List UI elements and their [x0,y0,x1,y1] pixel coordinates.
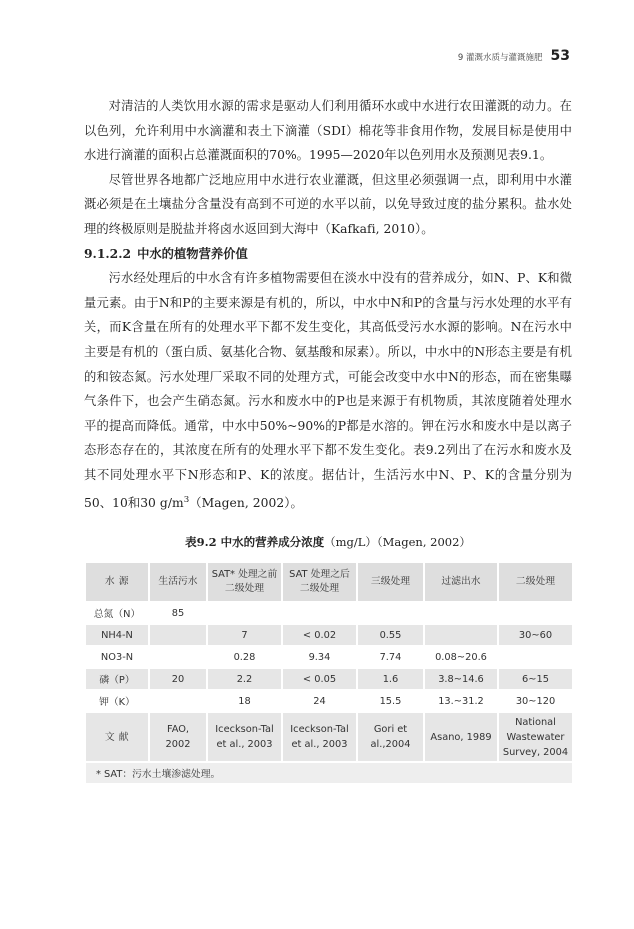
table-cell [149,624,207,646]
table-cell: Asano, 1989 [424,712,498,762]
column-header: SAT* 处理之前二级处理 [207,562,282,602]
paragraph: 对清洁的人类饮用水源的需求是驱动人们利用循环水或中水进行农田灌溉的动力。在以色列，允许利用中水滴灌和表土下滴灌（SDI）棉花等非食用作物，发展目标是使用中水进行滴灌的面积占总灌溉面积的70%。1995—2020年以色列用水及预测见表9.1。 [84,99,572,163]
page-body [84,94,572,785]
section-number: 9.1.2.2 [84,245,132,261]
table-cell: 30~60 [498,624,573,646]
table-cell [424,602,498,624]
table-caption-label: 表9.2 中水的营养成分浓度 [185,535,325,550]
table-cell: 7 [207,624,282,646]
table-footnote-row [85,762,573,784]
table-cell: National Wastewater Survey, 2004 [498,712,573,762]
table-cell: 9.34 [282,646,357,668]
table-cell: 3.8~14.6 [424,668,498,690]
section-heading [84,242,572,267]
section-title: 中水的植物营养价值 [137,245,248,261]
table-cell: 7.74 [357,646,424,668]
table-row [85,624,573,646]
superscript: 3 [183,494,190,505]
table-row [85,668,573,690]
row-label: NO3-N [85,646,149,668]
table-cell: 1.6 [357,668,424,690]
paragraph: 尽管世界各地都广泛地应用中水进行农业灌溉，但这里必须强调一点，即利用中水灌溉必须是在土壤盐分含量没有高到不可逆的水平以前，以免导致过度的盐分累积。盐水处理的终极原则是脱盐并将卤水返回到大海中（Kafkafi, 2010）。 [84,172,572,236]
table-cell [207,602,282,624]
row-label: 钾（K） [85,690,149,712]
nutrient-table [84,561,574,785]
table-cell: < 0.02 [282,624,357,646]
table-cell: Gori et al.,2004 [357,712,424,762]
column-header: 生活污水 [149,562,207,602]
table-cell: Iceckson-Tal et al., 2003 [207,712,282,762]
table-cell: 24 [282,690,357,712]
chapter-title: 9 灌溉水质与灌溉施肥 [457,53,543,63]
table-cell [282,602,357,624]
table-cell: 20 [149,668,207,690]
table-header-row [85,562,573,602]
table-cell: 15.5 [357,690,424,712]
table-cell [498,602,573,624]
row-label: NH4-N [85,624,149,646]
table-cell: 13.~31.2 [424,690,498,712]
table-row [85,690,573,712]
paragraph [84,266,572,515]
column-header: 过滤出水 [424,562,498,602]
table-cell: Iceckson-Tal et al., 2003 [282,712,357,762]
column-header: 二级处理 [498,562,573,602]
table-cell: 0.55 [357,624,424,646]
table-cell [498,646,573,668]
table-row [85,602,573,624]
column-header: 水 源 [85,562,149,602]
running-header [458,48,570,68]
table-caption [84,533,572,551]
row-label: 磷（P） [85,668,149,690]
table-cell [149,690,207,712]
table-cell: 2.2 [207,668,282,690]
table-cell: < 0.05 [282,668,357,690]
paragraph-text: 污水经处理后的中水含有许多植物需要但在淡水中没有的营养成分，如N、P、K和微量元素。由于N和P的主要来源是有机的，所以，中水中N和P的含量与污水处理的水平有关，而K含量在所有的处理水平下都不发生变化，其高低受污水水源的影响。N在污水中主要是有机的（蛋白质、氨基化合物、氨基酸和尿素）。所以，中水中的N形态主要是有机的和铵态氮。污水处理厂采取不同的处理方式，可能会改变中水中N的形态，而在密集曝气条件下，也会产生硝态氮。污水和废水中的P也是来源于有机物质，其浓度随着处理水平的提高而降低。通常，中水中50%~90%的P都是水溶的。钾在污水和废水中是以离子态形态存在的，其浓度在所有的处理水平下都不发生变化。表9.2列出了在污水和废水及其不同处理水平下N形态和P、K的浓度。据估计，生活污水中N、P、K的含量分别为50、10和30 g/m [84,271,572,510]
table-row-references [85,712,573,762]
table-cell [424,624,498,646]
column-header: SAT 处理之后二级处理 [282,562,357,602]
page-number: 53 [550,48,570,64]
table-footnote: * SAT：污水土壤渗滤处理。 [85,762,573,784]
table-cell: 30~120 [498,690,573,712]
row-label: 总氮（N） [85,602,149,624]
column-header: 三级处理 [357,562,424,602]
table-cell: 18 [207,690,282,712]
row-label: 文 献 [85,712,149,762]
table-cell [149,646,207,668]
table-row [85,646,573,668]
table-caption-rest: （mg/L）（Magen, 2002） [324,535,471,550]
table-cell: 0.08~20.6 [424,646,498,668]
paragraph-text-end: （Magen, 2002）。 [189,495,303,510]
table-cell: FAO, 2002 [149,712,207,762]
table-cell: 85 [149,602,207,624]
table-cell: 6~15 [498,668,573,690]
table-cell [357,602,424,624]
table-cell: 0.28 [207,646,282,668]
